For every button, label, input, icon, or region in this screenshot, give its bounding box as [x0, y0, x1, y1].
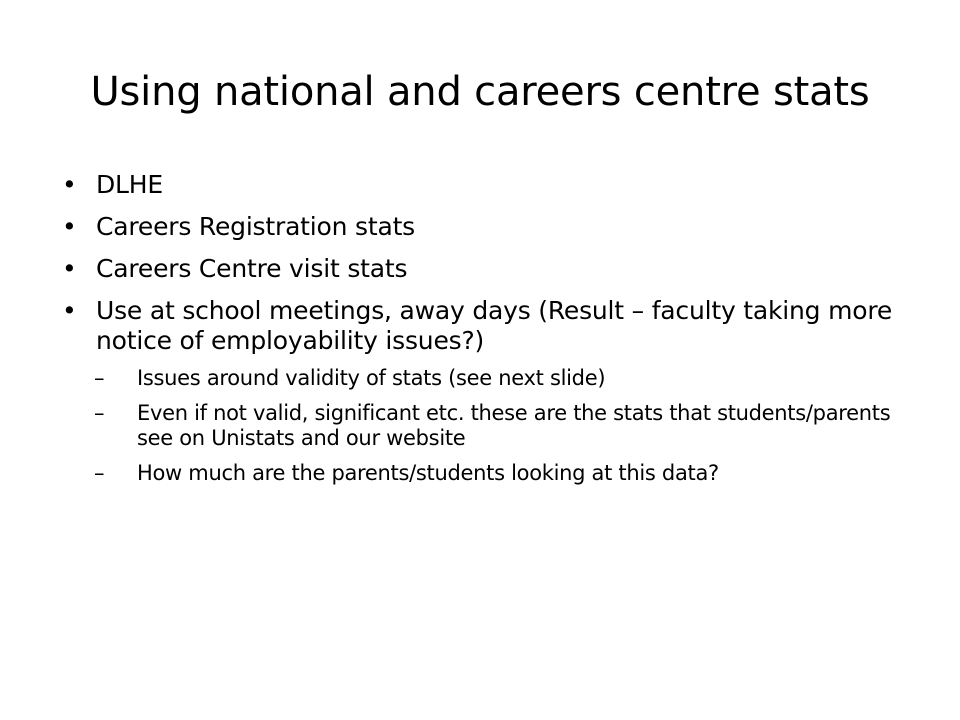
bullet-marker: •	[62, 254, 77, 283]
bullet-marker: •	[62, 212, 77, 241]
bullet-item	[62, 296, 922, 486]
sub-bullet-marker: –	[94, 461, 105, 485]
sub-bullet-list	[94, 366, 922, 486]
slide-title: Using national and careers centre stats	[90, 69, 870, 115]
bullet-item	[62, 212, 922, 242]
sub-bullet-item	[94, 366, 922, 391]
bullet-marker: •	[62, 296, 77, 325]
sub-bullet-text: Issues around validity of stats (see next slide)	[137, 366, 606, 390]
bullet-list	[62, 170, 922, 498]
bullet-text: Careers Registration stats	[96, 212, 415, 241]
bullet-text: Careers Centre visit stats	[96, 254, 408, 283]
sub-bullet-text: How much are the parents/students looking at this data?	[137, 461, 719, 485]
bullet-item	[62, 170, 922, 200]
bullet-marker: •	[62, 170, 77, 199]
sub-bullet-item	[94, 461, 922, 486]
sub-bullet-marker: –	[94, 366, 105, 390]
sub-bullet-marker: –	[94, 401, 105, 425]
bullet-text: Use at school meetings, away days (Result – faculty taking more notice of employability issues?)	[96, 296, 893, 355]
bullet-item	[62, 254, 922, 284]
sub-bullet-text: Even if not valid, significant etc. these are the stats that students/parents see on Unistats and our website	[137, 401, 891, 450]
sub-bullet-item	[94, 401, 922, 451]
bullet-text: DLHE	[96, 170, 163, 199]
